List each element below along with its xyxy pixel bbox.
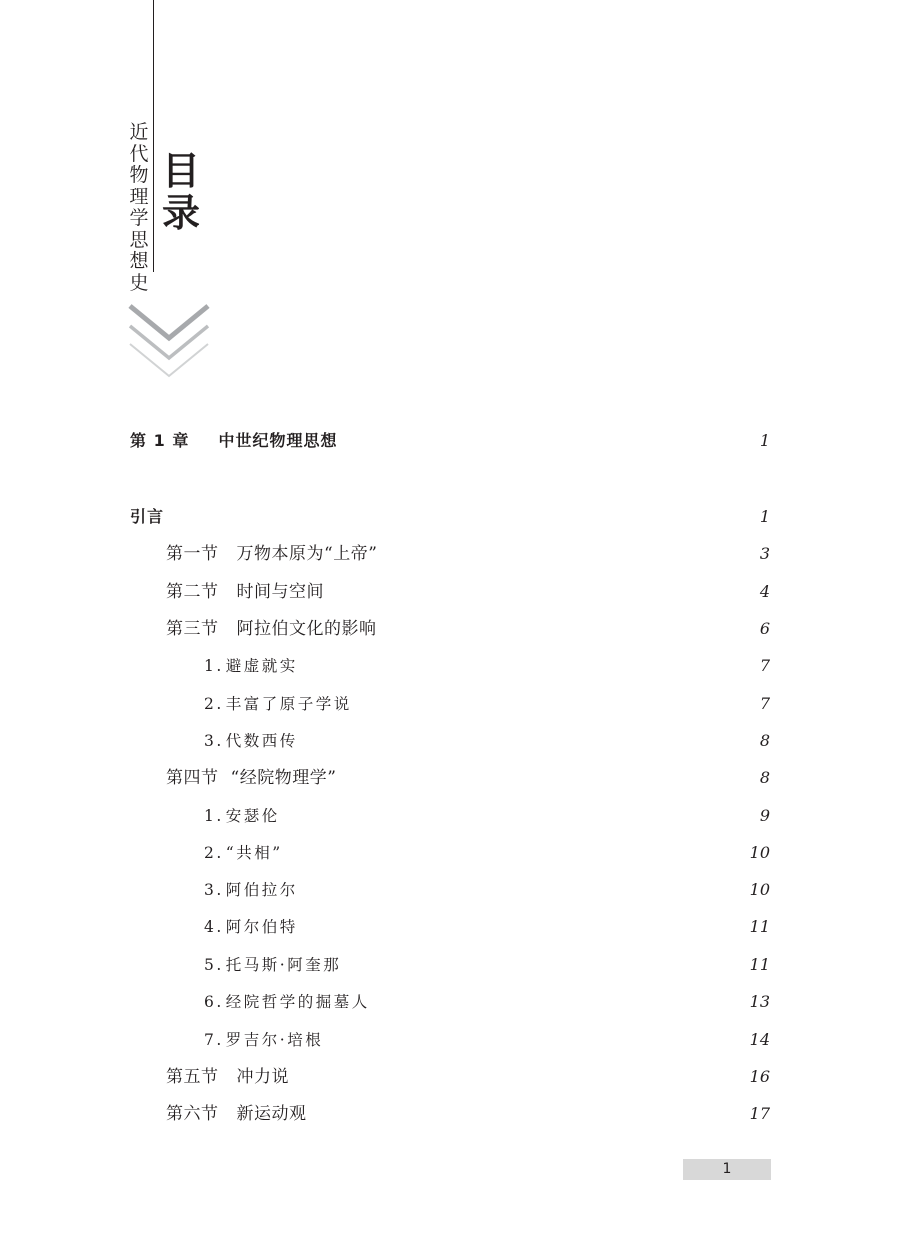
entry-page: 10 bbox=[749, 880, 770, 899]
toc-section-4[interactable] bbox=[166, 766, 770, 790]
toc-subitem[interactable] bbox=[204, 990, 770, 1014]
subitem-number: 2. bbox=[204, 844, 224, 862]
toc-section-2[interactable] bbox=[166, 580, 770, 604]
section-label: 第三节 bbox=[166, 619, 219, 639]
entry-page: 17 bbox=[749, 1104, 770, 1123]
toc-chapter-1[interactable] bbox=[130, 429, 770, 453]
entry-page: 7 bbox=[759, 694, 770, 713]
entry-page: 7 bbox=[759, 656, 770, 675]
toc-section-3[interactable] bbox=[166, 617, 770, 641]
toc-subitem[interactable] bbox=[204, 878, 770, 902]
section-title: 时间与空间 bbox=[236, 582, 324, 602]
chapter-title: 中世纪物理思想 bbox=[218, 431, 338, 450]
subitem-title: 阿尔伯特 bbox=[225, 918, 298, 936]
subitem-title: “共相” bbox=[225, 844, 283, 862]
section-label: 第一节 bbox=[166, 544, 219, 564]
toc-subitem[interactable] bbox=[204, 1028, 770, 1052]
entry-page: 4 bbox=[759, 582, 770, 601]
toc-heading: 目录 bbox=[161, 148, 200, 235]
subitem-title: 托马斯·阿奎那 bbox=[225, 956, 342, 974]
chapter-number: 1 bbox=[153, 431, 166, 450]
subitem-number: 3. bbox=[204, 881, 224, 899]
entry-page: 14 bbox=[749, 1030, 770, 1049]
subitem-title: 避虚就实 bbox=[225, 657, 298, 675]
book-title: 近代物理学思想史 bbox=[129, 121, 149, 294]
section-title: “经院物理学” bbox=[230, 768, 337, 788]
subitem-number: 1. bbox=[204, 807, 224, 825]
chapter-prefix: 第 bbox=[130, 431, 148, 450]
entry-page: 10 bbox=[749, 843, 770, 862]
entry-page: 8 bbox=[759, 731, 770, 750]
header-rule bbox=[153, 0, 154, 272]
toc-subitem[interactable] bbox=[204, 953, 770, 977]
entry-page: 8 bbox=[759, 768, 770, 787]
chapter-page: 1 bbox=[759, 431, 770, 450]
subitem-number: 4. bbox=[204, 918, 224, 936]
entry-page: 6 bbox=[759, 619, 770, 638]
section-label: 第四节 bbox=[166, 768, 219, 788]
subitem-number: 7. bbox=[204, 1031, 224, 1049]
section-label: 第二节 bbox=[166, 582, 219, 602]
toc-subitem[interactable] bbox=[204, 654, 770, 678]
page-number: 1 bbox=[683, 1159, 771, 1180]
entry-page: 9 bbox=[759, 806, 770, 825]
subitem-title: 代数西传 bbox=[225, 732, 298, 750]
subitem-title: 罗吉尔·培根 bbox=[225, 1031, 324, 1049]
subitem-title: 阿伯拉尔 bbox=[225, 881, 298, 899]
subitem-number: 1. bbox=[204, 657, 224, 675]
entry-page: 13 bbox=[749, 992, 770, 1011]
section-title: 万物本原为“上帝” bbox=[236, 544, 378, 564]
subitem-number: 5. bbox=[204, 956, 224, 974]
subitem-number: 6. bbox=[204, 993, 224, 1011]
toc-subitem[interactable] bbox=[204, 915, 770, 939]
toc-subitem[interactable] bbox=[204, 729, 770, 753]
subitem-number: 2. bbox=[204, 695, 224, 713]
subitem-title: 丰富了原子学说 bbox=[225, 695, 352, 713]
entry-page: 16 bbox=[749, 1067, 770, 1086]
toc-section-5[interactable] bbox=[166, 1065, 770, 1089]
section-title: 冲力说 bbox=[236, 1067, 289, 1087]
toc-section-1[interactable] bbox=[166, 542, 770, 566]
toc-section-6[interactable] bbox=[166, 1102, 770, 1126]
toc-subitem[interactable] bbox=[204, 692, 770, 716]
toc-subitem[interactable] bbox=[204, 804, 770, 828]
chapter-suffix: 章 bbox=[172, 431, 190, 450]
section-label: 第五节 bbox=[166, 1067, 219, 1087]
entry-page: 3 bbox=[759, 544, 770, 563]
entry-page: 11 bbox=[749, 917, 770, 936]
subitem-title: 经院哲学的掘墓人 bbox=[225, 993, 370, 1011]
entry-page: 11 bbox=[749, 955, 770, 974]
entry-page: 1 bbox=[759, 507, 770, 526]
section-label: 第六节 bbox=[166, 1104, 219, 1124]
entry-label: 引言 bbox=[130, 507, 165, 526]
section-title: 新运动观 bbox=[236, 1104, 307, 1124]
toc-subitem[interactable] bbox=[204, 841, 770, 865]
subitem-title: 安瑟伦 bbox=[225, 807, 280, 825]
toc-entry-intro[interactable] bbox=[130, 505, 770, 529]
section-title: 阿拉伯文化的影响 bbox=[236, 619, 377, 639]
chevron-decoration-icon bbox=[128, 298, 210, 380]
subitem-number: 3. bbox=[204, 732, 224, 750]
